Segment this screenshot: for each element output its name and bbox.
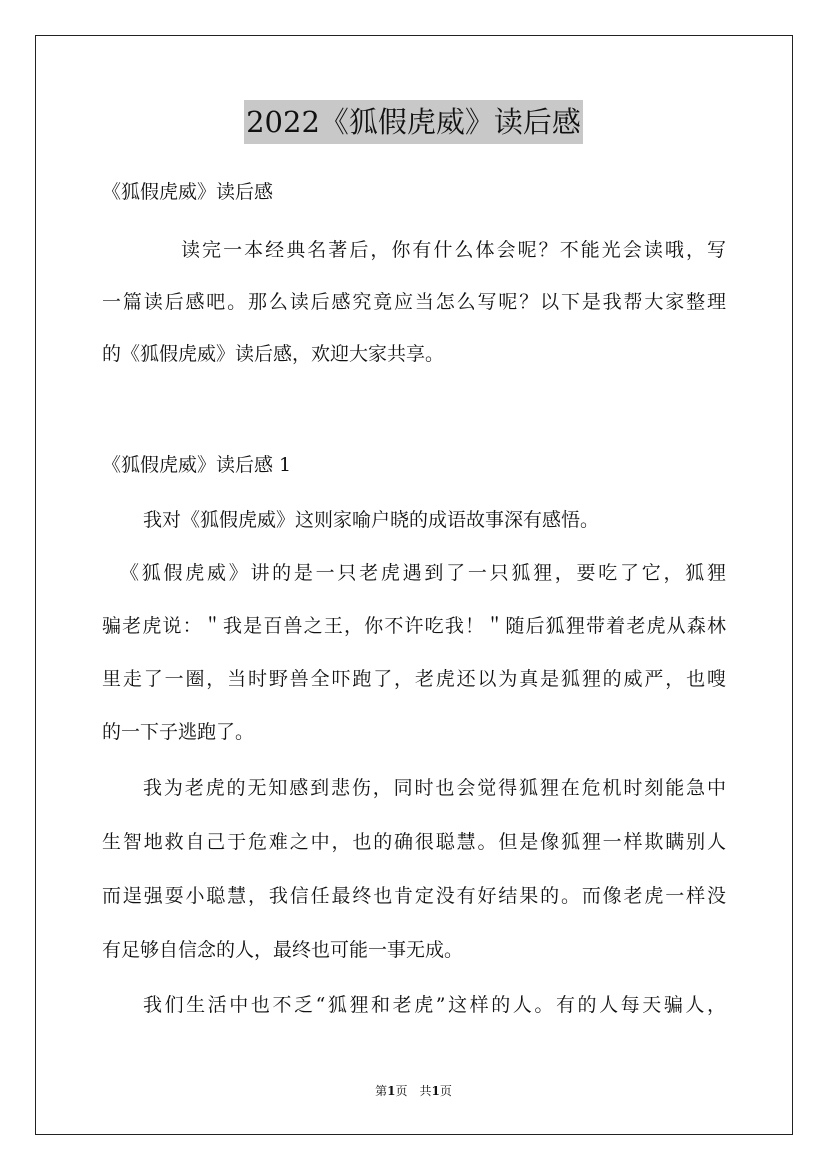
paragraph-line: 我对《狐假虎威》这则家喻户晓的成语故事深有感悟。 [143, 509, 600, 531]
intro-line: 的《狐假虎威》读后感，欢迎大家共享。 [102, 343, 445, 365]
footer-mid: 页 共 [395, 1084, 432, 1098]
paragraph-line: 里走了一圈，当时野兽全吓跑了，老虎还以为真是狐狸的威严，也嗖 [102, 668, 726, 690]
paragraph-line: 生智地救自己于危难之中，也的确很聪慧。但是像狐狸一样欺瞒别人 [102, 831, 726, 853]
footer-page-current: 1 [387, 1084, 396, 1098]
paragraph-line: 《狐假虎威》讲的是一只老虎遇到了一只狐狸，要吃了它，狐狸 [120, 562, 726, 584]
footer-suffix: 页 [439, 1084, 452, 1098]
paragraph-line: 而逞强耍小聪慧，我信任最终也肯定没有好结果的。而像老虎一样没 [102, 885, 726, 907]
paragraph-line: 我们生活中也不乏“狐狸和老虎”这样的人。有的人每天骗人， [143, 994, 726, 1016]
intro-line: 读完一本经典名著后，你有什么体会呢？不能光会读哦，写 [181, 239, 726, 261]
subtitle: 《狐假虎威》读后感 [102, 181, 274, 203]
paragraph-line: 骗老虎说：＂我是百兽之王，你不许吃我！＂随后狐狸带着老虎从森林 [102, 615, 726, 637]
title-container [0, 100, 827, 144]
paragraph-line: 的一下子逃跑了。 [102, 721, 255, 743]
page-footer [0, 1083, 827, 1099]
document-title: 2022《狐假虎威》读后感 [244, 100, 583, 144]
paragraph-line: 有足够自信念的人，最终也可能一事无成。 [102, 939, 464, 961]
intro-line: 一篇读后感吧。那么读后感究竟应当怎么写呢？以下是我帮大家整理 [102, 291, 726, 313]
section-heading: 《狐假虎威》读后感 1 [102, 454, 292, 476]
footer-prefix: 第 [375, 1084, 388, 1098]
footer-page-total: 1 [431, 1084, 440, 1098]
paragraph-line: 我为老虎的无知感到悲伤，同时也会觉得狐狸在危机时刻能急中 [143, 777, 726, 799]
